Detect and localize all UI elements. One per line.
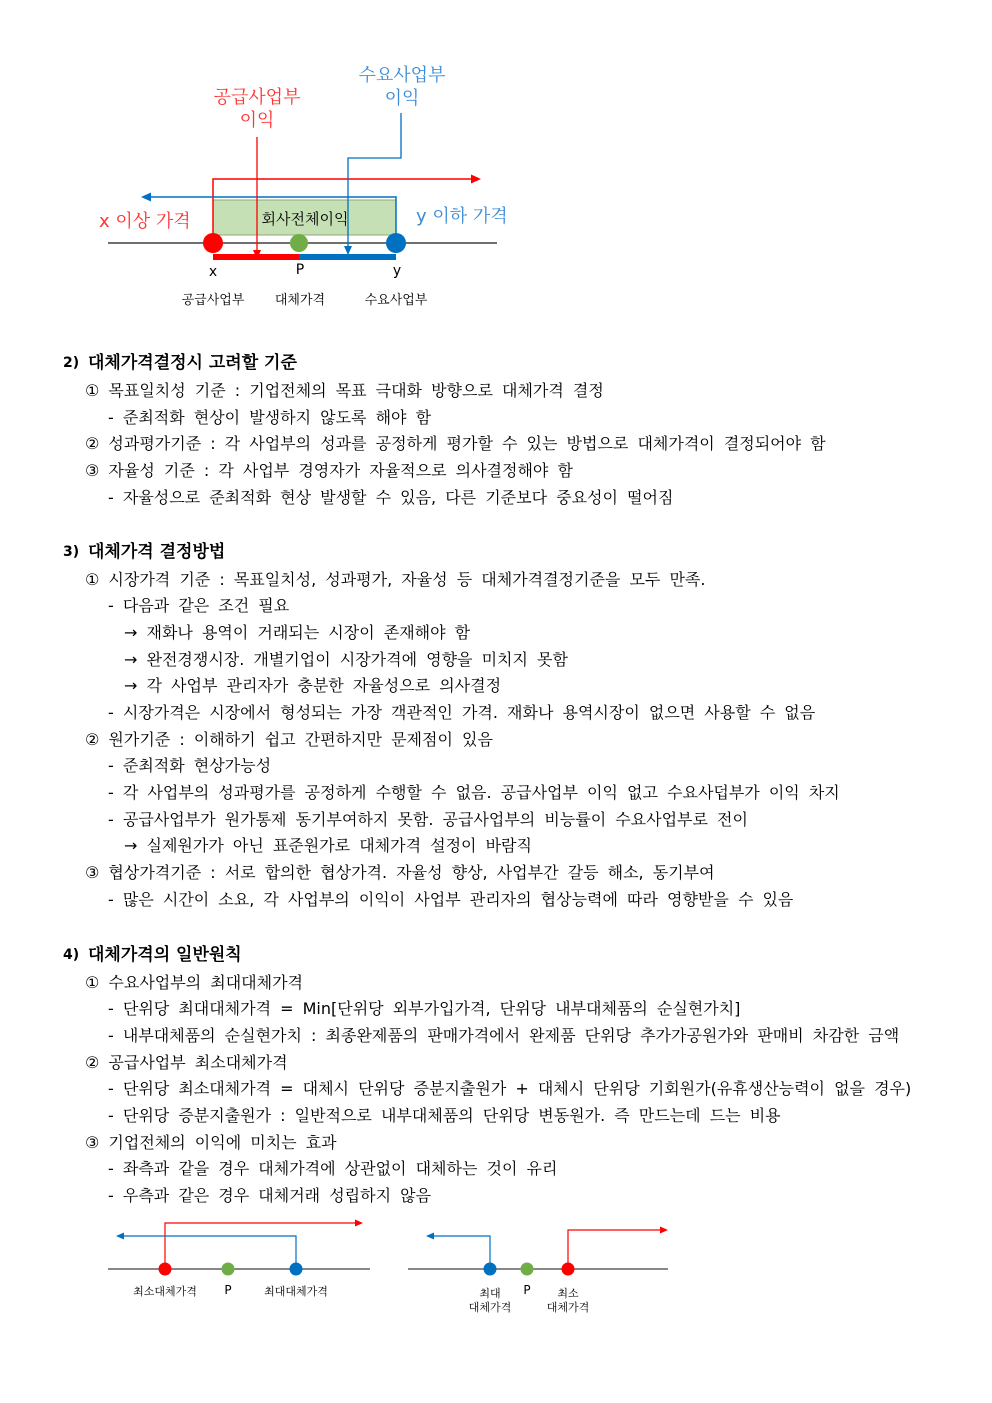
section-methods <box>0 538 992 914</box>
section-number: 4) <box>63 946 80 963</box>
list-item: ③ 기업전체의 이익에 미치는 효과 <box>85 1132 337 1152</box>
point-y-letter: y <box>392 263 402 279</box>
demand-profit-label-line1: 수요사업부 <box>358 65 446 86</box>
left-max-price-label: 최대대체가격 <box>264 1285 328 1298</box>
list-item: - 공급사업부가 원가통제 동기부여하지 못함. 공급사업부의 비능률이 수요사업부로 전이 <box>108 809 748 829</box>
left-min-price-arrowhead <box>355 1220 363 1227</box>
right-max-price-label-line1: 최대 <box>479 1287 501 1300</box>
list-item: - 시장가격은 시장에서 형성되는 가장 객관적인 가격. 재화나 용역시장이 없으면 사용할 수 없음 <box>108 702 816 722</box>
right-p-dot <box>521 1263 534 1276</box>
caption-supply: 공급사업부 <box>181 293 245 308</box>
section-number: 3) <box>63 543 80 560</box>
section-heading <box>0 349 992 378</box>
caption-transfer-price: 대체가격 <box>274 293 326 308</box>
list-item: - 단위당 최대대체가격 = Min[단위당 외부가입가격, 단위당 내부대체품의 순실현가치] <box>108 999 741 1019</box>
list-item: ① 수요사업부의 최대대체가격 <box>85 972 303 992</box>
point-p-letter: P <box>295 262 305 278</box>
list-item: → 각 사업부 관리자가 충분한 자율성으로 의사결정 <box>124 676 502 696</box>
list-item: ② 공급사업부 최소대체가격 <box>85 1052 288 1072</box>
section-principles <box>0 941 992 1210</box>
demand-price-arrowhead <box>141 193 151 202</box>
supply-profit-label-line1: 공급사업부 <box>213 87 301 108</box>
section-criteria <box>0 349 992 511</box>
right-max-price-arrow <box>433 1236 490 1269</box>
section-title: 대체가격 결정방법 <box>88 541 226 562</box>
section-number: 2) <box>63 355 80 371</box>
caption-demand: 수요사업부 <box>364 293 428 308</box>
list-item: ① 시장가격 기준 : 목표일치성, 성과평가, 자율성 등 대체가격결정기준을 모두 만족. <box>85 569 706 589</box>
section-heading <box>0 941 992 970</box>
demand-profit-pointer-head <box>344 246 352 255</box>
left-effect-diagram <box>108 1220 370 1299</box>
right-min-price-arrow <box>568 1230 661 1269</box>
left-min-price-label: 최소대체가격 <box>133 1285 197 1298</box>
list-item: ② 원가기준 : 이해하기 쉽고 간편하지만 문제점이 있음 <box>85 729 493 749</box>
right-min-price-label-line1: 최소 <box>557 1287 579 1300</box>
transfer-effect-diagrams <box>0 1205 992 1320</box>
list-item: → 재화나 용역이 거래되는 시장이 존재해야 함 <box>124 622 471 642</box>
list-item: - 내부대체품의 순실현가치 : 최종완제품의 판매가격에서 완제품 단위당 추가가공원가와 판매비 차감한 금액 <box>108 1025 900 1045</box>
list-item: ③ 자율성 기준 : 각 사업부 경영자가 자율적으로 의사결정해야 함 <box>85 461 573 481</box>
point-p-dot <box>290 234 308 252</box>
list-item: - 준최적화 현상가능성 <box>108 756 272 776</box>
left-max-price-dot <box>290 1263 303 1276</box>
list-item: - 단위당 최소대체가격 = 대체시 단위당 증분지출원가 + 대체시 단위당 기회원가(유휴생산능력이 없을 경우) <box>108 1079 912 1099</box>
left-min-price-arrow <box>165 1223 356 1269</box>
list-item: ② 성과평가기준 : 각 사업부의 성과를 공정하게 평가할 수 있는 방법으로 대체가격이 결정되어야 함 <box>85 434 826 454</box>
section-title: 대체가격의 일반원칙 <box>88 944 242 965</box>
demand-profit-label-line2: 이익 <box>384 88 420 109</box>
right-effect-diagram <box>408 1227 668 1315</box>
list-item: ① 목표일치성 기준 : 기업전체의 목표 극대화 방향으로 대체가격 결정 <box>85 381 604 400</box>
list-item: → 실제원가가 아닌 표준원가로 대체가격 설정이 바람직 <box>124 836 532 856</box>
transfer-price-range-diagram <box>0 0 992 320</box>
right-min-price-arrowhead <box>660 1227 668 1234</box>
section-heading <box>0 538 992 567</box>
list-item: - 많은 시간이 소요, 각 사업부의 이익이 사업부 관리자의 협상능력에 따라 영향받을 수 있음 <box>108 889 794 909</box>
list-item: → 완전경쟁시장. 개별기업이 시장가격에 영향을 미치지 못함 <box>124 649 568 669</box>
left-min-price-dot <box>159 1263 172 1276</box>
company-profit-label: 회사전체이익 <box>261 210 349 228</box>
list-item: - 단위당 증분지출원가 : 일반적으로 내부대체품의 단위당 변동원가. 즉 만드는데 드는 비용 <box>108 1105 781 1125</box>
list-item: - 준최적화 현상이 발생하지 않도록 해야 함 <box>108 407 432 427</box>
right-max-price-arrowhead <box>426 1233 434 1240</box>
list-item: - 다음과 같은 조건 필요 <box>108 596 290 616</box>
point-x-dot <box>203 233 223 253</box>
left-max-price-arrow <box>123 1236 296 1269</box>
left-p-dot <box>222 1263 235 1276</box>
right-max-price-dot <box>484 1263 497 1276</box>
left-p-label: P <box>224 1283 232 1297</box>
y-price-label: y 이하 가격 <box>416 206 508 227</box>
supply-price-arrowhead <box>471 175 481 184</box>
list-item: - 우측과 같은 경우 대체거래 성립하지 않음 <box>108 1186 432 1205</box>
point-y-dot <box>386 233 406 253</box>
section-title: 대체가격결정시 고려할 기준 <box>88 353 297 373</box>
list-item: - 좌측과 같을 경우 대체가격에 상관없이 대체하는 것이 유리 <box>108 1159 558 1179</box>
list-item: ③ 협상가격기준 : 서로 합의한 협상가격. 자율성 향상, 사업부간 갈등 해소, 동기부여 <box>85 863 715 883</box>
list-item: - 각 사업부의 성과평가를 공정하게 수행할 수 없음. 공급사업부 이익 없고 수요사덥부가 이익 차지 <box>108 783 840 802</box>
right-min-price-label-line2: 대체가격 <box>546 1301 590 1314</box>
supply-profit-label-line2: 이익 <box>239 110 275 131</box>
right-min-price-dot <box>562 1263 575 1276</box>
right-p-label: P <box>523 1283 531 1297</box>
right-max-price-label-line2: 대체가격 <box>468 1301 512 1314</box>
demand-profit-bar <box>299 254 396 260</box>
point-x-letter: x <box>208 264 218 280</box>
x-price-label: x 이상 가격 <box>99 211 191 232</box>
left-max-price-arrowhead <box>116 1233 124 1240</box>
list-item: - 자율성으로 준최적화 현상 발생할 수 있음, 다른 기준보다 중요성이 떨어짐 <box>108 487 674 507</box>
